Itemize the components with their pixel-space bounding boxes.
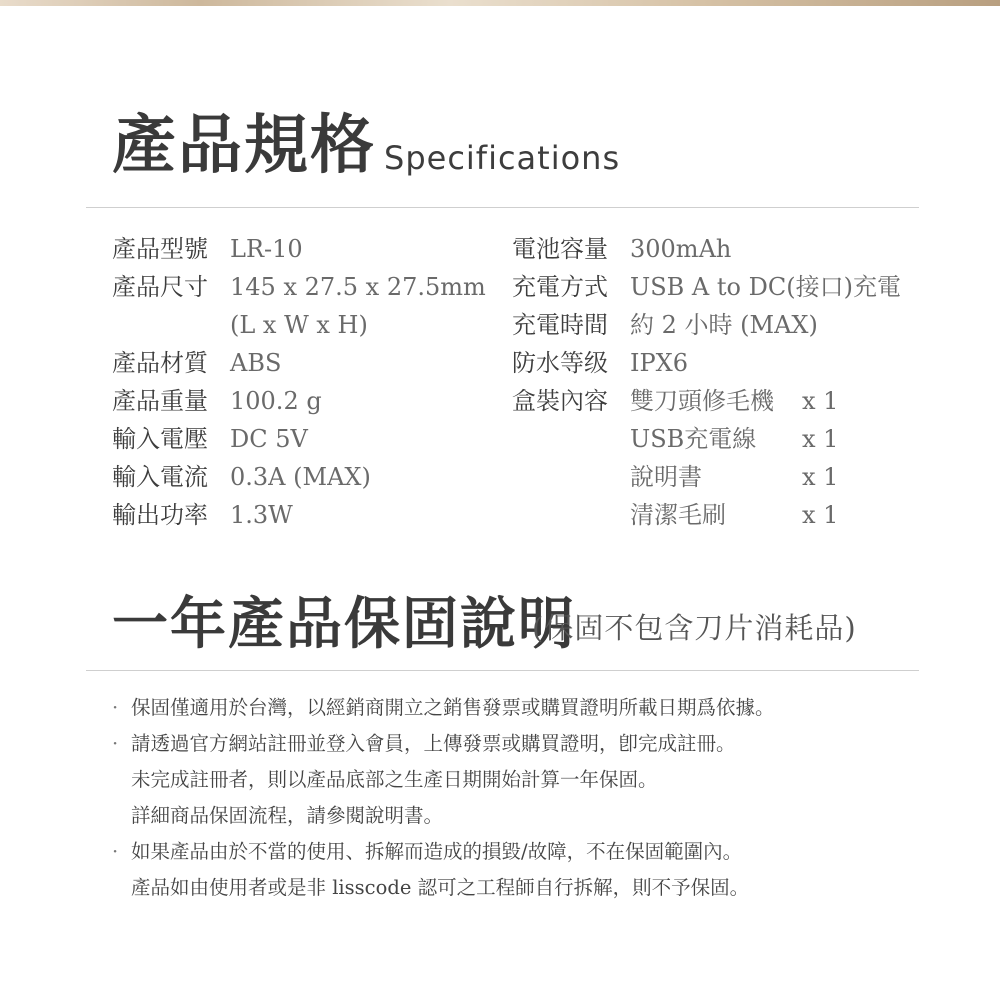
spec-label: 充電時間	[512, 311, 608, 339]
spec-value: LR-10	[230, 235, 303, 263]
warranty-text: 如果產品由於不當的使用、拆解而造成的損毀/故障，不在保固範圍內。	[131, 840, 743, 863]
box-item: 清潔毛刷	[630, 501, 726, 529]
spec-label: 輸入電壓	[112, 425, 208, 453]
spec-value: 0.3A (MAX)	[230, 463, 371, 491]
box-item: 說明書	[630, 463, 702, 491]
box-item: USB充電線	[630, 425, 757, 453]
box-item-qty: x 1	[802, 425, 839, 453]
top-decorative-bar	[0, 0, 1000, 6]
warranty-subtitle: (保固不包含刀片消耗品)	[532, 611, 857, 645]
spec-label: 產品型號	[112, 235, 208, 263]
bullet-dot: ·	[112, 732, 119, 755]
spec-value: USB A to DC(接口)充電	[630, 273, 901, 301]
spec-value: 300mAh	[630, 235, 732, 263]
specs-title: 產品規格	[112, 108, 376, 183]
spec-label: 輸入電流	[112, 463, 208, 491]
spec-value: ABS	[230, 349, 282, 377]
warranty-divider	[86, 670, 919, 671]
spec-label: 產品材質	[112, 349, 208, 377]
spec-value-dimensions-note: (L x W x H)	[230, 311, 368, 339]
specs-subtitle: Specifications	[384, 139, 621, 177]
spec-label: 輸出功率	[112, 501, 208, 529]
spec-value: 145 x 27.5 x 27.5mm	[230, 273, 486, 301]
spec-value: 1.3W	[230, 501, 293, 529]
warranty-text: 未完成註冊者，則以產品底部之生產日期開始計算一年保固。	[131, 768, 658, 791]
box-item-qty: x 1	[802, 501, 839, 529]
warranty-text: 產品如由使用者或是非 lisscode 認可之工程師自行拆解，則不予保固。	[131, 876, 750, 899]
spec-value: 100.2 g	[230, 387, 322, 415]
spec-label: 防水等级	[512, 349, 608, 377]
warranty-title: 一年產品保固說明	[112, 591, 576, 657]
spec-value: IPX6	[630, 349, 688, 377]
warranty-text: 保固僅適用於台灣，以經銷商開立之銷售發票或購買證明所載日期爲依據。	[131, 696, 775, 719]
spec-label: 電池容量	[512, 235, 608, 263]
box-item-qty: x 1	[802, 463, 839, 491]
spec-label: 充電方式	[512, 273, 608, 301]
spec-label: 產品重量	[112, 387, 208, 415]
bullet-dot: ·	[112, 696, 119, 719]
spec-value: 約 2 小時 (MAX)	[630, 311, 818, 339]
box-item-qty: x 1	[802, 387, 839, 415]
warranty-text: 請透過官方網站註冊並登入會員，上傳發票或購買證明，卽完成註冊。	[131, 732, 736, 755]
box-item: 雙刀頭修毛機	[630, 387, 774, 415]
spec-label: 產品尺寸	[112, 273, 208, 301]
spec-value: DC 5V	[230, 425, 308, 453]
specs-divider	[86, 207, 919, 208]
spec-label: 盒裝內容	[512, 387, 608, 415]
bullet-dot: ·	[112, 840, 119, 863]
warranty-text: 詳細商品保固流程，請參閱說明書。	[131, 804, 444, 827]
